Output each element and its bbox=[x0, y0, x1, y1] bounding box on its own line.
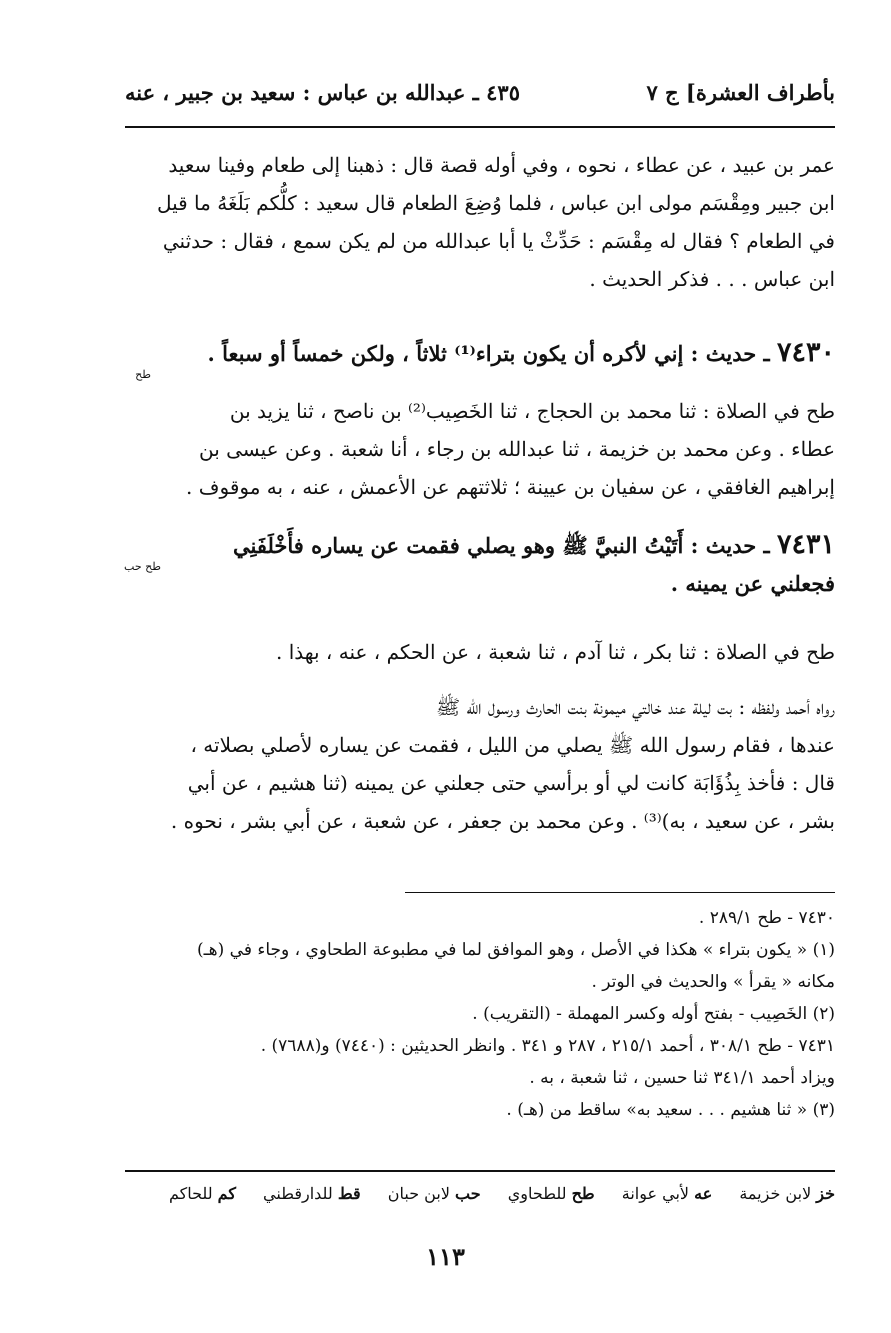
body-line: عندها ، فقام رسول الله ﷺ يصلي من الليل ، فقمت عن يساره لأصلي بصلاته ، bbox=[190, 733, 835, 757]
body-line: عطاء . وعن محمد بن خزيمة ، ثنا عبدالله بن رجاء ، أنا شعبة . وعن عيسى بن bbox=[198, 437, 835, 461]
intro-line: ابن جبير ومِقْسَم مولى ابن عباس ، فلما وُضِعَ الطعام قال سعيد : كلُّكم بَلَغَهُ ما قيل bbox=[156, 191, 835, 215]
footnote-line: ٧٤٣١ - طح ٣٠٨/١ ، أحمد ٢١٥/١ ، ٢٨٧ و ٣٤١ . وانظر الحديثين : (٧٤٤٠) و(٧٦٨٨) . bbox=[260, 1036, 835, 1056]
legend-label: لابن حبان bbox=[387, 1184, 450, 1203]
intro-line: عمر بن عبيد ، عن عطاء ، نحوه ، وفي أوله قصة قال : ذهبنا إلى طعام وفينا سعيد bbox=[168, 153, 835, 177]
legend-item bbox=[508, 1184, 595, 1203]
footnote-line: (٢) الخَصِيب - بفتح أوله وكسر المهملة - (التقريب) . bbox=[472, 1004, 835, 1024]
legend-rule bbox=[125, 1170, 835, 1172]
legend-item bbox=[388, 1184, 481, 1203]
header-rule bbox=[125, 126, 835, 128]
footnote-line: ٧٤٣٠ - طح ٢٨٩/١ . bbox=[698, 908, 835, 928]
legend-label: للحاكم bbox=[168, 1184, 213, 1203]
legend-abbr: كم bbox=[217, 1184, 236, 1203]
hadith-7431-body bbox=[125, 633, 835, 671]
legend-abbr: قط bbox=[337, 1184, 361, 1203]
legend-abbr: طح bbox=[571, 1184, 595, 1203]
footnote-line: ويزاد أحمد ٣٤١/١ ثنا حسين ، ثنا شعبة ، به . bbox=[529, 1068, 835, 1088]
hadith-number: ٧٤٣٠ bbox=[776, 337, 835, 368]
legend-item bbox=[739, 1184, 835, 1203]
footnote-rule bbox=[405, 892, 835, 893]
body-line: طح في الصلاة : ثنا بكر ، ثنا آدم ، ثنا شعبة ، عن الحكم ، عنه ، بهذا . bbox=[276, 640, 835, 664]
running-header bbox=[125, 74, 835, 114]
hadith-text: ـ حديث : أَتَيْتُ النبيَّ ﷺ وهو يصلي فقمت عن يساره فأَخْلَفَنِي bbox=[232, 533, 770, 558]
legend-label: للدارقطني bbox=[263, 1184, 333, 1203]
header-volume-title: بأطراف العشرة] ج ٧ bbox=[646, 80, 835, 105]
hadith-7431-sigla: طح حب bbox=[124, 560, 161, 573]
legend-item bbox=[622, 1184, 713, 1203]
body-line: رواه أحمد ولفظه : بت ليلة عند خالتي ميمونة بنت الحارث ورسول الله ﷺ bbox=[436, 695, 835, 719]
header-chapter-title: ٤٣٥ ـ عبدالله بن عباس : سعيد بن جبير ، عنه bbox=[125, 80, 520, 105]
abbreviation-legend bbox=[118, 1184, 835, 1203]
legend-item bbox=[169, 1184, 236, 1203]
intro-line: ابن عباس . . . فذكر الحديث . bbox=[589, 267, 835, 291]
body-line: بشر ، عن سعيد ، به)⁽³⁾ . وعن محمد بن جعفر ، عن شعبة ، عن أبي بشر ، نحوه . bbox=[170, 809, 835, 833]
hadith-text: ـ حديث : إني لأكره أن يكون بتراء⁽¹⁾ ثلاثاً ، ولكن خمساً أو سبعاً . bbox=[207, 341, 770, 366]
footnote-line: مكانه « يقرأ » والحديث في الوتر . bbox=[591, 972, 835, 992]
hadith-7431-ahmad-narration bbox=[125, 688, 835, 840]
footnote-line: (٣) « ثنا هشيم . . . سعيد به» ساقط من (هـ) . bbox=[506, 1100, 835, 1120]
legend-label: لأبي عوانة bbox=[621, 1184, 690, 1203]
legend-label: للطحاوي bbox=[507, 1184, 567, 1203]
hadith-number: ٧٤٣١ bbox=[776, 529, 835, 560]
intro-paragraph bbox=[125, 146, 835, 298]
body-line: طح في الصلاة : ثنا محمد بن الحجاج ، ثنا الخَصِيب⁽²⁾ بن ناصح ، ثنا يزيد بن bbox=[229, 399, 835, 423]
hadith-7430-body bbox=[125, 392, 835, 506]
page-number: ١١٣ bbox=[426, 1242, 465, 1271]
hadith-7431-heading bbox=[125, 526, 835, 603]
legend-abbr: خز bbox=[816, 1184, 835, 1203]
legend-abbr: حب bbox=[455, 1184, 481, 1203]
body-line: قال : فأخذ بِذُؤَابَة كانت لي أو برأسي حتى جعلني عن يمينه (ثنا هشيم ، عن أبي bbox=[187, 771, 835, 795]
footnote-line: (١) « يكون بتراء » هكذا في الأصل ، وهو الموافق لما في مطبوعة الطحاوي ، وجاء في (هـ) bbox=[197, 940, 835, 960]
body-line: إبراهيم الغافقي ، عن سفيان بن عيينة ؛ ثلاثتهم عن الأعمش ، عنه ، به موقوف . bbox=[186, 475, 835, 499]
legend-label: لابن خزيمة bbox=[739, 1184, 812, 1203]
intro-line: في الطعام ؟ فقال له مِقْسَم : حَدِّثْ يا أبا عبدالله من لم يكن سمع ، فقال : حدثني bbox=[162, 229, 835, 253]
footnotes bbox=[125, 902, 835, 1126]
hadith-7430-sigla: طح bbox=[135, 368, 151, 381]
legend-item bbox=[263, 1184, 361, 1203]
hadith-7430-heading bbox=[125, 334, 835, 373]
hadith-text-continued: فجعلني عن يمينه . bbox=[670, 571, 835, 596]
legend-abbr: عه bbox=[694, 1184, 713, 1203]
